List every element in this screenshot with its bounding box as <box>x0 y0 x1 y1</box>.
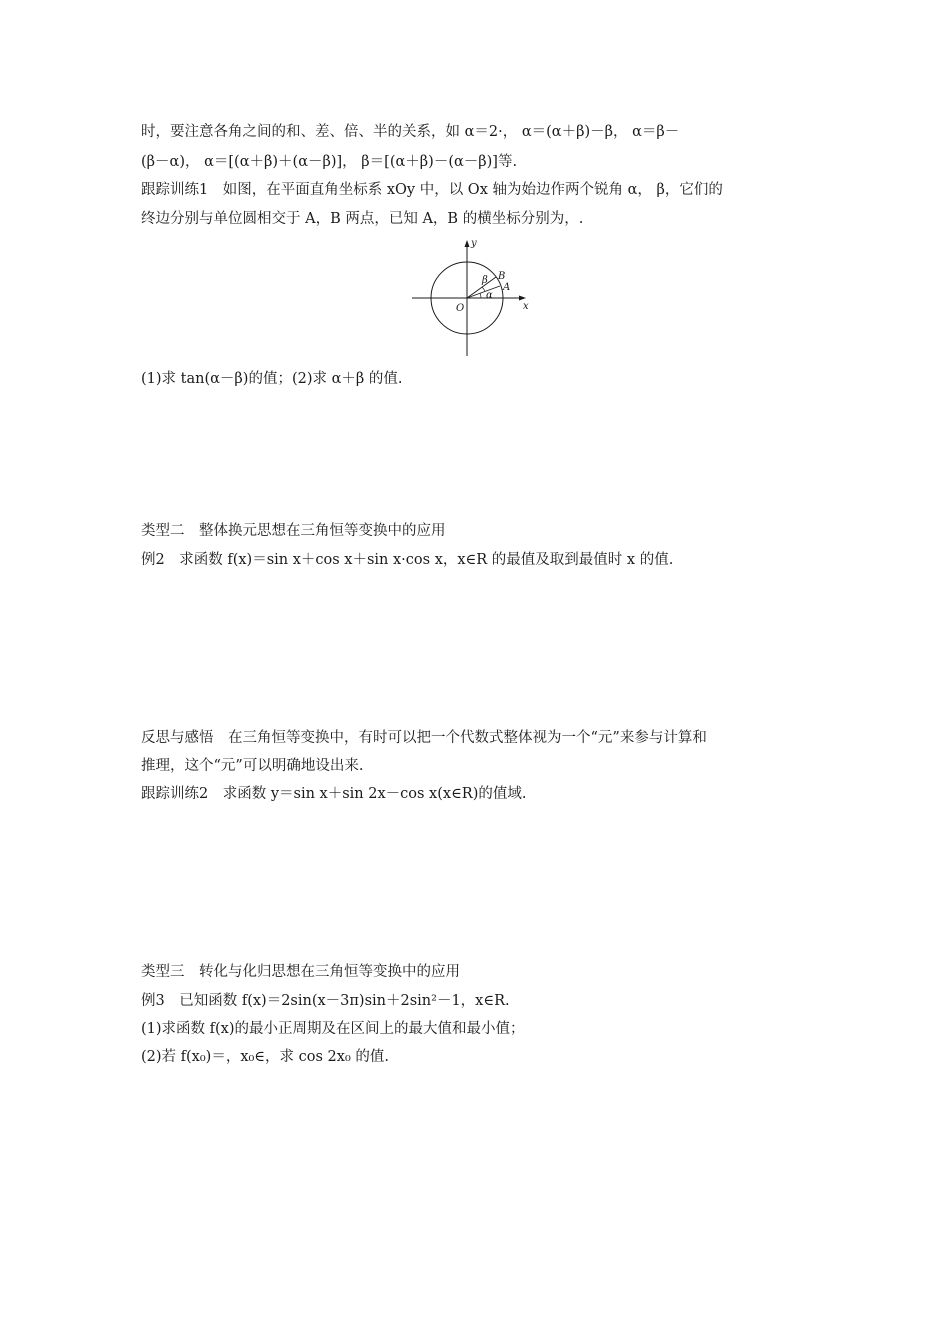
example-3: 例3 已知函数 f(x)＝2sin(x－3π)sin＋2sin²－1，x∈R. <box>141 993 510 1009</box>
example-3-part-2: (2)若 f(x₀)＝，x₀∈，求 cos 2x₀ 的值. <box>141 1049 389 1065</box>
line-1: 时，要注意各角之间的和、差、倍、半的关系，如 α＝2·， α＝(α＋β)－β， α＝β－ <box>141 124 680 140</box>
label-beta: β <box>482 275 488 286</box>
label-B: B <box>498 271 506 282</box>
tracking-2: 跟踪训练2 求函数 y＝sin x＋sin 2x－cos x(x∈R)的值域. <box>141 786 527 802</box>
label-A: A <box>503 282 511 293</box>
label-alpha: α <box>486 290 493 301</box>
label-x: x <box>523 301 529 312</box>
heading-type-3: 类型三 转化与化归思想在三角恒等变换中的应用 <box>141 964 460 980</box>
line-4: 终边分别与单位圆相交于 A，B 两点，已知 A，B 的横坐标分别为，. <box>141 211 584 227</box>
reflection-line-1: 反思与感悟 在三角恒等变换中，有时可以把一个代数式整体视为一个“元”来参与计算和 <box>141 730 707 746</box>
reflection-line-2: 推理，这个“元”可以明确地设出来. <box>141 758 364 774</box>
example-3-part-1: (1)求函数 f(x)的最小正周期及在区间上的最大值和最小值； <box>141 1021 525 1037</box>
label-y: y <box>471 238 477 249</box>
heading-type-2: 类型二 整体换元思想在三角恒等变换中的应用 <box>141 523 446 539</box>
unit-circle-figure <box>408 236 538 360</box>
example-2: 例2 求函数 f(x)＝sin x＋cos x＋sin x·cos x，x∈R 的最值及取到最值时 x 的值. <box>141 552 674 568</box>
label-O: O <box>456 303 465 314</box>
line-5: (1)求 tan(α－β)的值；(2)求 α＋β 的值. <box>141 371 403 387</box>
line-3: 跟踪训练1 如图，在平面直角坐标系 xOy 中，以 Ox 轴为始边作两个锐角 α， β，它们的 <box>141 182 723 198</box>
line-2: (β－α)， α＝[(α＋β)＋(α－β)]， β＝[(α＋β)－(α－β)]等. <box>141 154 518 170</box>
